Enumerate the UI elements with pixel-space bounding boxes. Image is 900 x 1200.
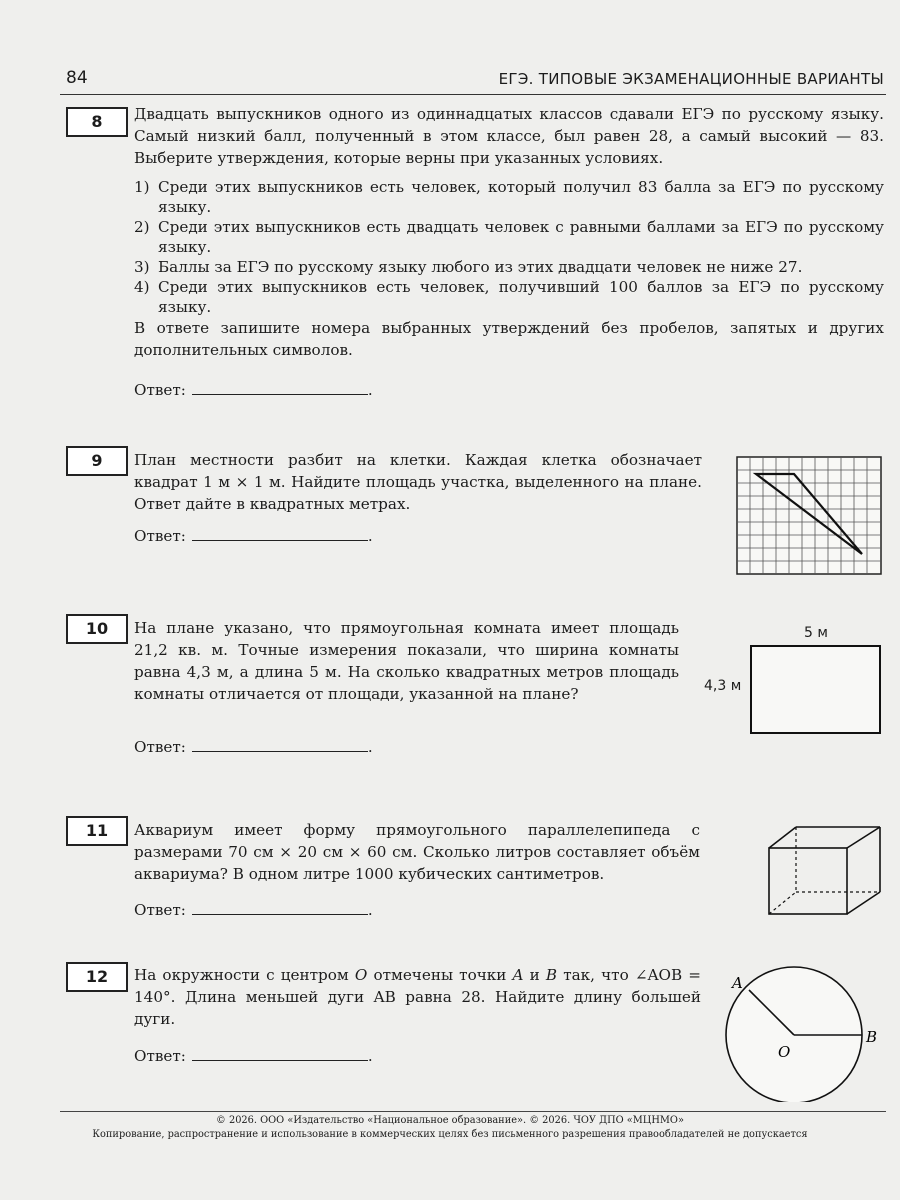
- room-rectangle: [751, 646, 880, 733]
- running-header-title: ЕГЭ. ТИПОВЫЕ ЭКЗАМЕНАЦИОННЫЕ ВАРИАНТЫ: [498, 70, 884, 88]
- answer-label: Ответ:: [134, 1047, 186, 1065]
- answer-period: .: [367, 901, 373, 919]
- header-divider: [60, 94, 886, 95]
- grid-plan-figure: [736, 456, 886, 576]
- answer-field[interactable]: [192, 900, 368, 915]
- statement-fragment: На окружности с центром: [134, 966, 355, 984]
- answer-label: Ответ:: [134, 738, 186, 756]
- variable-b: B: [545, 966, 558, 984]
- answer-field[interactable]: [192, 1046, 368, 1061]
- option-text: Баллы за ЕГЭ по русскому языку любого из этих двадцати человек не ниже 27.: [158, 258, 803, 276]
- room-rectangle-figure: [750, 645, 882, 735]
- task-text: [134, 449, 702, 515]
- task-number-box: 11: [66, 816, 128, 846]
- option-item: [134, 277, 884, 317]
- circle-figure: [718, 962, 890, 1102]
- room-length-label: 5 м: [804, 625, 828, 641]
- option-text: Среди этих выпускников есть человек, получивший 100 баллов за ЕГЭ по русскому языку.: [158, 278, 884, 316]
- option-number: 1): [134, 178, 150, 196]
- task-statement: План местности разбит на клетки. Каждая клетка обозначает квадрат 1 м × 1 м. Найдите площадь участка, выделенного на плане. Ответ дайте в квадратных метрах.: [134, 451, 702, 513]
- task-statement: Двадцать выпускников одного из одиннадцатых классов сдавали ЕГЭ по русскому языку. Самый низкий балл, полученный в этом классе, был равен 28, а самый высокий — 83. Выберите утверждения, которые верны при указанных условиях.: [134, 105, 884, 167]
- task-number-box: 10: [66, 614, 128, 644]
- answer-period: .: [367, 381, 373, 399]
- task-number-box: 9: [66, 446, 128, 476]
- task-number-box: 12: [66, 962, 128, 992]
- task-text: [134, 964, 701, 1030]
- answer-period: .: [367, 1047, 373, 1065]
- option-number: 4): [134, 278, 150, 296]
- statement-fragment: так, что ∠AOB = 140°. Длина меньшей дуги AB равна 28. Найдите длину большей дуги.: [134, 966, 702, 1028]
- task-text: [134, 103, 884, 361]
- task-text: [134, 819, 700, 885]
- footer-notice: Копирование, распространение и использование в коммерческих целях без письменного разрешения правообладателей не допускается: [92, 1129, 808, 1140]
- page-number: 84: [66, 68, 88, 88]
- option-item: [134, 217, 884, 257]
- answer-field[interactable]: [192, 526, 368, 541]
- answer-label: Ответ:: [134, 527, 186, 545]
- answer-row: [134, 526, 373, 545]
- answer-instructions: В ответе запишите номера выбранных утверждений без пробелов, запятых и других дополнительных символов.: [134, 319, 884, 359]
- room-width-label: 4,3 м: [704, 678, 742, 694]
- statement-fragment: отмечены точки: [367, 966, 513, 984]
- answer-field[interactable]: [192, 380, 368, 395]
- variable-o: O: [354, 966, 368, 984]
- answer-row: [134, 900, 373, 919]
- task-statement: [134, 964, 701, 1030]
- footer-copyright: © 2026. ООО «Издательство «Национальное образование». © 2026. ЧОУ ДПО «МЦНМО»: [216, 1115, 684, 1126]
- option-number: 2): [134, 218, 150, 236]
- option-text: Среди этих выпускников есть двадцать человек с равными баллами за ЕГЭ по русскому языку.: [158, 218, 884, 256]
- task-text: [134, 617, 679, 705]
- option-text: Среди этих выпускников есть человек, который получил 83 балла за ЕГЭ по русскому языку.: [158, 178, 884, 216]
- answer-field[interactable]: [192, 737, 368, 752]
- variable-a: A: [512, 966, 524, 984]
- point-a-label: A: [732, 974, 743, 992]
- answer-period: .: [367, 527, 373, 545]
- answer-period: .: [367, 738, 373, 756]
- option-item: [134, 257, 884, 277]
- footer-divider: [60, 1111, 886, 1112]
- task-statement: На плане указано, что прямоугольная комната имеет площадь 21,2 кв. м. Точные измерения показали, что ширина комнаты равна 4,3 м, а длина 5 м. На сколько квадратных метров площадь комнаты отличается от площади, указанной на плане?: [134, 619, 679, 703]
- task-number-box: 8: [66, 107, 128, 137]
- answer-label: Ответ:: [134, 381, 186, 399]
- answer-row: [134, 737, 373, 756]
- task-statement: Аквариум имеет форму прямоугольного параллелепипеда с размерами 70 см × 20 см × 60 см. Сколько литров составляет объём аквариума? В одном литре 1000 кубических сантиметров.: [134, 821, 700, 883]
- option-number: 3): [134, 258, 150, 276]
- answer-row: [134, 1046, 373, 1065]
- option-item: [134, 177, 884, 217]
- point-b-label: B: [866, 1028, 878, 1046]
- box-front-face: [769, 848, 847, 914]
- options-list: [134, 177, 884, 317]
- answer-label: Ответ:: [134, 901, 186, 919]
- statement-fragment: и: [523, 966, 546, 984]
- aquarium-box-figure: [766, 824, 884, 918]
- answer-row: [134, 380, 373, 399]
- box-hidden-edges: [769, 827, 880, 914]
- center-o-label: O: [778, 1043, 791, 1061]
